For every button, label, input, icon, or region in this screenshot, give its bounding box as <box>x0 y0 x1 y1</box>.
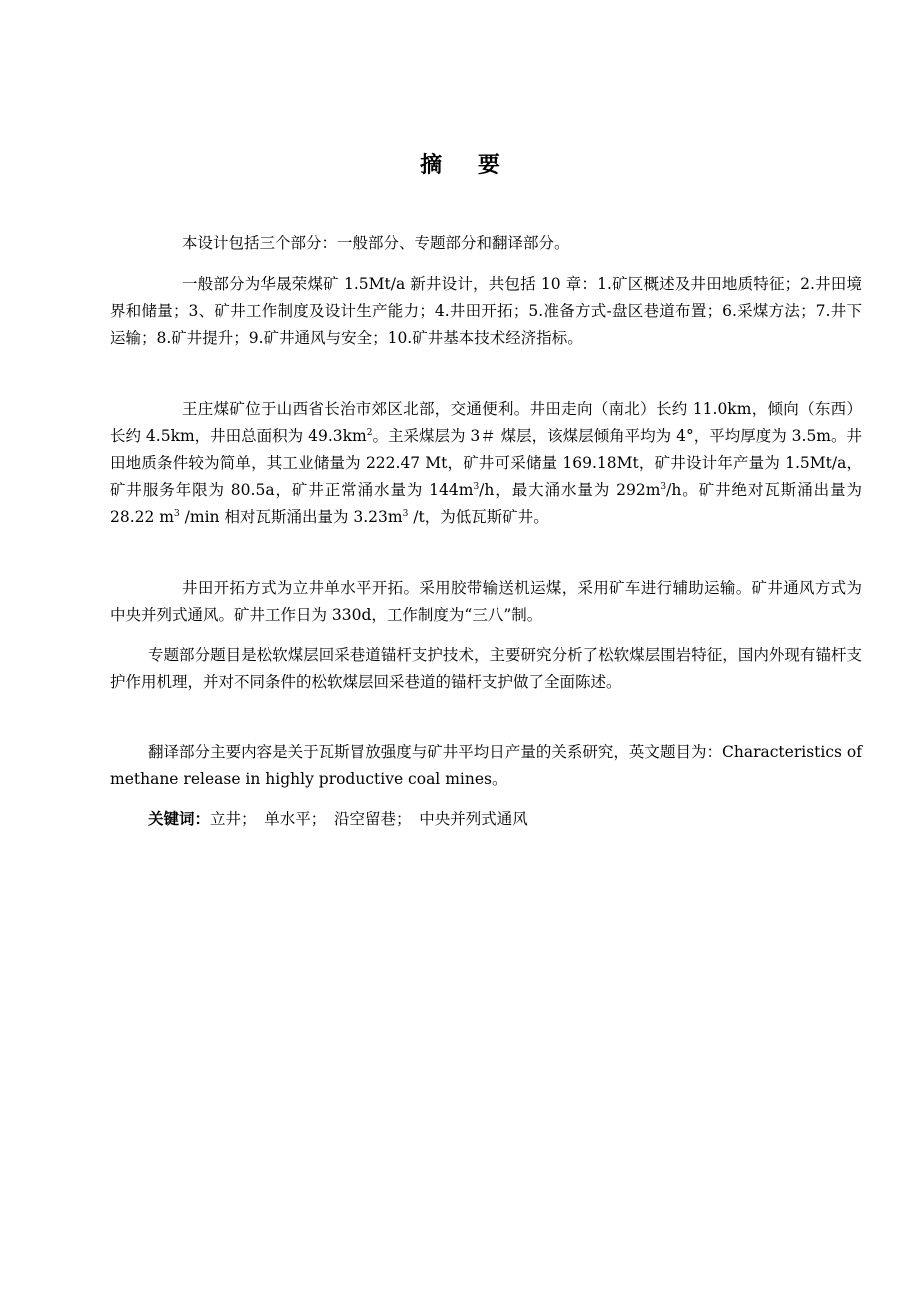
superscript: 3 <box>473 481 480 492</box>
page-title: 摘 要 <box>420 153 514 178</box>
text-segment: /h。矿井绝对瓦斯涌出量为 28.22 m <box>110 481 863 526</box>
keywords-label: 关键词： <box>148 810 211 828</box>
text-segment: 王庄煤矿位于山西省长治市郊区北部，交通便利。井田走向（南北）长约 11.0km，倾向（东西）长约 4.5km，井田总面积为 49.3km <box>110 400 862 445</box>
translation-intro: 翻译部分主要内容是关于瓦斯冒放强度与矿井平均日产量的关系研究，英文题目为： <box>148 743 723 761</box>
paragraph-translation <box>110 739 862 793</box>
paragraph-general-part: 一般部分为华晟荣煤矿 1.5Mt/a 新井设计，共包括 10 章：1.矿区概述及井田地质特征；2.井田境界和储量；3、矿井工作制度及设计生产能力；4.井田开拓；5.准备方式-盘区巷道布置；6.采煤方法；7.井下运输；8.矿井提升；9.矿井通风与安全；10.矿井基本技术经济指标。 <box>110 275 862 347</box>
superscript: 3 <box>402 508 409 519</box>
text-segment: /t，为低瓦斯矿井。 <box>408 508 549 526</box>
english-title: Characteristics of methane release in highly productive coal mines。 <box>110 743 862 788</box>
keywords-line <box>110 806 862 833</box>
text-segment: 。主采煤层为 3＃ 煤层，该煤层倾角平均为 4°，平均厚度为 3.5m。井田地质条件较为简单，其工业储量为 222.47 Mt，矿井可采储量 169.18Mt，矿井设计年产量为 1.5Mt/a，矿井服务年限为 80.5a，矿井正常涌水量为 144m <box>110 427 863 499</box>
paragraph-overview: 本设计包括三个部分：一般部分、专题部分和翻译部分。 <box>182 234 570 252</box>
text-segment: /h，最大涌水量为 292m <box>479 481 661 499</box>
superscript: 3 <box>174 508 180 519</box>
paragraph-mine-summary <box>110 396 862 531</box>
paragraph-development: 井田开拓方式为立井单水平开拓。采用胶带输送机运煤，采用矿车进行辅助运输。矿井通风方式为中央并列式通风。矿井工作日为 330d，工作制度为“三八”制。 <box>110 579 862 624</box>
paragraph-special-topic: 专题部分题目是松软煤层回采巷道锚杆支护技术，主要研究分析了松软煤层围岩特征，国内外现有锚杆支护作用机理，并对不同条件的松软煤层回采巷道的锚杆支护做了全面陈述。 <box>110 646 862 691</box>
superscript: 3 <box>660 481 667 492</box>
keywords-items: 立井； 单水平； 沿空留巷； 中央并列式通风 <box>210 810 528 828</box>
superscript: 2 <box>366 427 373 438</box>
text-segment: /min 相对瓦斯涌出量为 3.23m <box>179 508 403 526</box>
